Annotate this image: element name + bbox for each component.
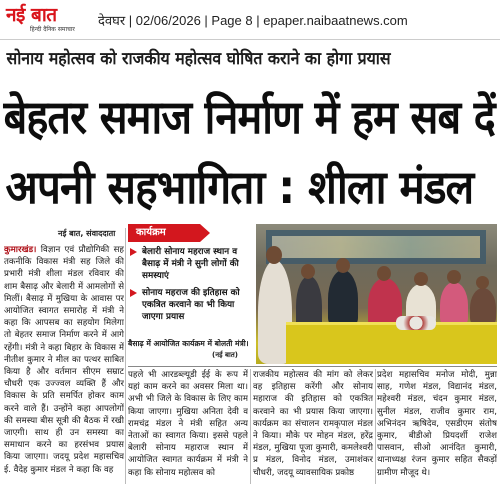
issue-info: देवघर | 02/06/2026 | Page 8 | epaper.naibaatnews.com — [98, 13, 408, 28]
highlight-text: बेलारी सोनाय महराज स्थान व बैसाढ़ में मंत्री ने सुनी लोगों की समस्याएं — [142, 247, 239, 281]
triangle-bullet-icon — [130, 248, 137, 256]
highlights-list — [128, 246, 252, 328]
person-head — [336, 258, 350, 273]
kicker-text: सोनाय महोत्सव को राजकीय महोत्सव घोषित कराने का होगा प्रयास — [6, 49, 391, 69]
person-head — [414, 272, 428, 286]
newspaper-logo[interactable] — [6, 4, 88, 36]
column-divider — [250, 369, 251, 484]
event-photo[interactable] — [256, 224, 497, 364]
logo-text: नई बात — [6, 4, 57, 26]
person-figure — [328, 270, 358, 328]
article-column-3: राजकीय महोत्सव की मांग को लेकर वह इतिहास करेंगी और सोनाय महाराज की इतिहास को एकत्रित करवाने का भी प्रयास किया जाएगा। कार्यक्रम का संचालन रामकृपाल मंडल ने किया। मौके पर मोहन मंडल, हरेंद्र मंडल, मुखिया पूजा कुमारी, कमलेश्वरी प्र मंडल, विनोद मंडल, उमाशंकर चौधरी, जदयू व्यावसायिक प्रकोष्ठ — [253, 370, 373, 478]
person-head — [301, 264, 315, 279]
section-divider — [128, 366, 497, 367]
triangle-bullet-icon — [130, 289, 137, 297]
photo-credit: (नई बात) — [212, 351, 238, 359]
highlight-item — [128, 287, 252, 323]
article-column-4: प्रदेश महासचिव मनोज मोदी, मुन्ना साह, गणेश मंडल, विद्यानंद मंडल, महेश्वरी मंडल, चंदन कुमार मंडल, सुनील मंडल, राजीव कुमार राम, अभिनंदन ऋषिदेव, एसडीएम संतोष कुमार, बीडीओ प्रियदर्शी राजेश पासवान, सीओ आनंदित कुमारी, थानाध्यक्ष रंजन कुमार सहित सैकड़ों ग्रामीण मौजूद थे। — [377, 370, 497, 478]
article-column-2: पहले भी आरडब्ल्यूडी ईई के रूप में यहां काम करने का अवसर मिला था। अभी भी जिले के विकास के लिए काम किया जाएगा। मुखिया अनिता देवी व रामचंद्र मंडल ने मंत्री सहित अन्य नेताओं का स्वागत किया। इससे पहले बेलारी सोनाय महाराज स्थान में आयोजित स्वागत कार्यक्रम में मंत्री ने कहा कि सोनाय महोत्सव को — [128, 370, 248, 478]
headline-text-2: अपनी सहभागिता : शीला मंडल — [5, 160, 474, 214]
person-head — [447, 270, 461, 284]
highlight-text: सोनाय महराज की इतिहास को एकत्रित करवाने का भी किया जाएगा प्रयास — [142, 288, 240, 322]
headline-line-1 — [0, 82, 500, 154]
person-head — [476, 276, 489, 289]
person-head — [266, 246, 282, 264]
highlight-item — [128, 246, 252, 282]
article-kicker — [0, 44, 500, 76]
dateline: नई बात, संवाददाता — [58, 229, 116, 238]
stage-table — [286, 322, 497, 364]
photo-caption: बैसाढ़ में आयोजित कार्यक्रम में बोलती मंत्री। — [128, 339, 249, 348]
article-column-1 — [4, 244, 124, 484]
column-divider — [125, 228, 126, 484]
masthead-bar — [0, 0, 500, 40]
column-1-text: विज्ञान एवं प्रौद्योगिकी सह तकनीकि विकास मंत्री सह जिले की प्रभारी मंत्री शीला मंडल रविवार की शाम बैसाढ़ और बेलारी में आमलोगों से मिलीं। बैसाढ़ में मुखिया के आवास पर आयोजित स्वागत समारोह में मंत्री ने कहा कि आपसब का सहयोग मिलेगा तो बेहतर समाज निर्माण करने में आगे रहेंगी। मंत्री ने कहा बिहार के विकास में नीतीश कुमार ने मील का पत्थर साबित किया है और वर्तमान सीएम सम्राट चौधरी एक उज्ज्वल व्यक्ति हैं और विकास के प्रति समर्पित होकर काम करने वाले हैं। उन्होंने कहा आपलोगों की समस्या बीस सूत्री की बैठक में रखी जाएगी। साथ ही उन समस्या का समाधान करने का हरसंभव प्रयास किया जाएगा। जदयू प्रदेश महासचिव ई. वैदेह कुमार मंडल ने कहा कि वह — [4, 245, 124, 475]
column-lead: कुमारखंड। — [4, 245, 37, 255]
person-head — [377, 266, 391, 281]
logo-tagline: हिन्दी दैनिक समाचार — [30, 26, 75, 33]
headline-line-2 — [0, 155, 500, 221]
highlights-heading: कार्यक्रम — [128, 224, 200, 242]
headline-text-1: बेहतर समाज निर्माण में हम सब दें — [3, 90, 495, 144]
stage-banner — [266, 230, 486, 264]
column-divider — [375, 369, 376, 484]
flower-bouquet — [396, 316, 436, 330]
